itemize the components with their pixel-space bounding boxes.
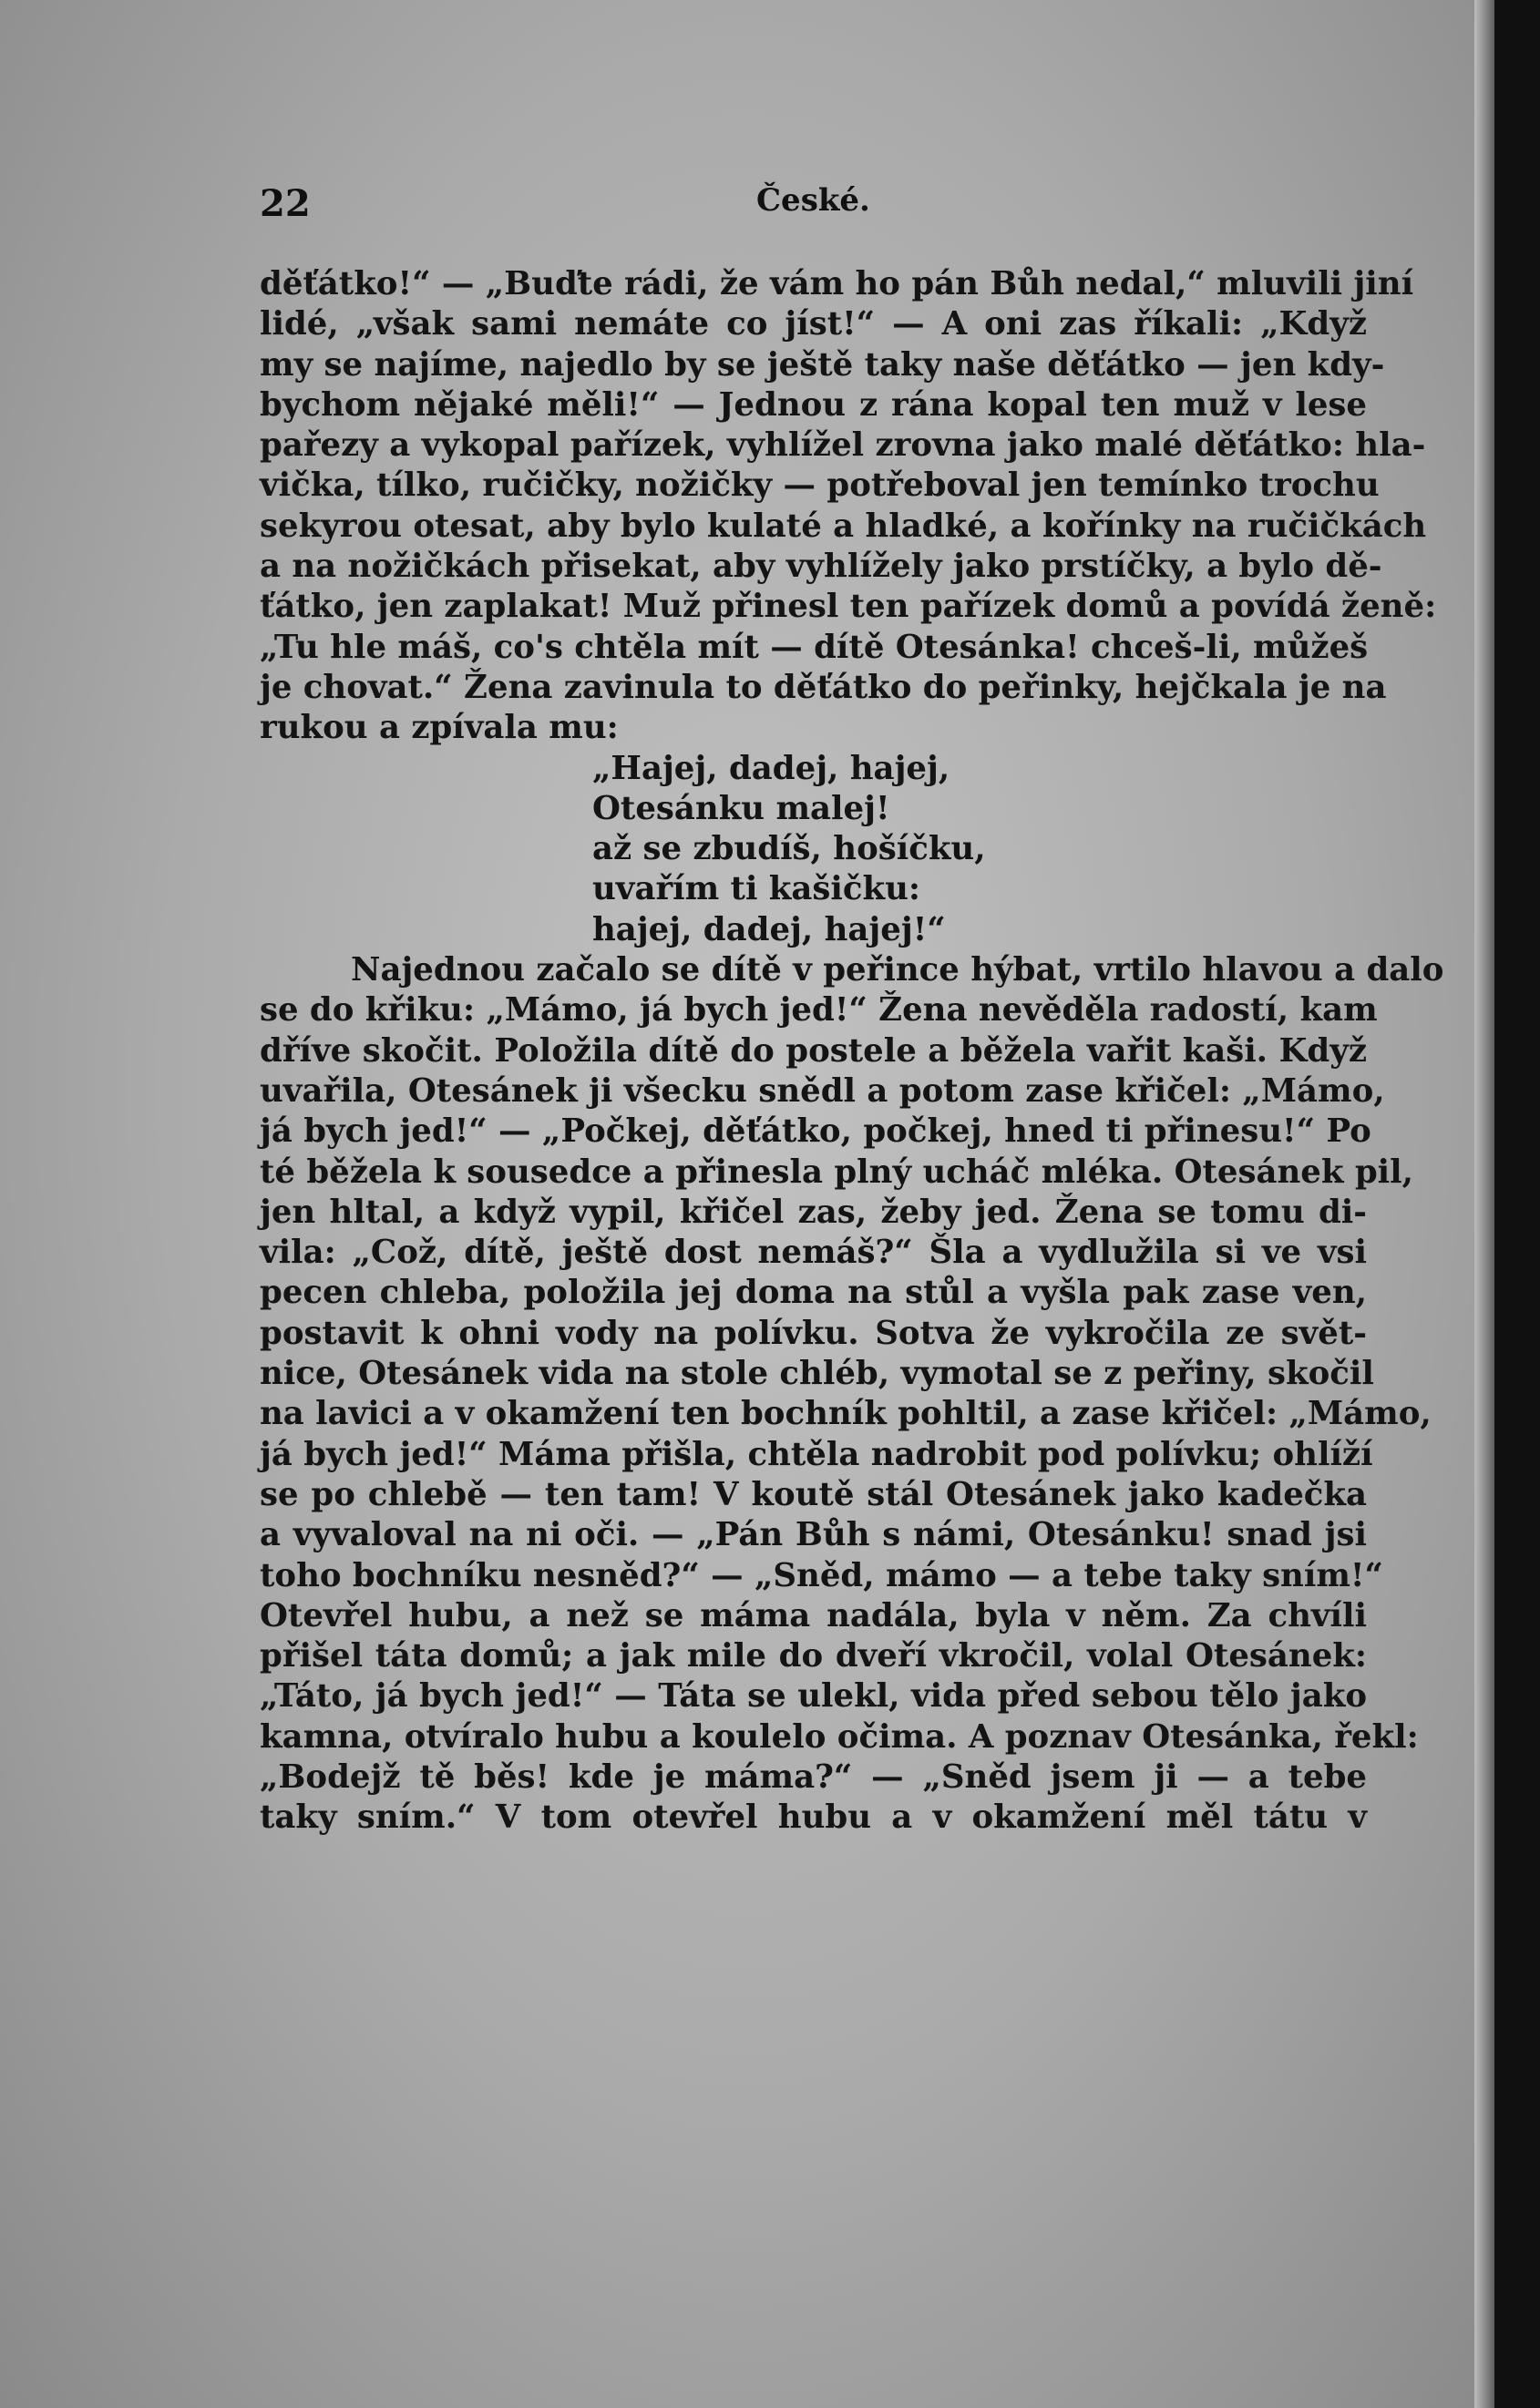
text-line: vila: „Což, dítě, ještě dost nemáš?“ Šla a vydlužila si ve vsi: [260, 1234, 1367, 1272]
text-line: děťátko!“ — „Buďte rádi, že vám ho pán Bůh nedal,“ mluvili jiní: [260, 265, 1414, 302]
verse-line: uvařím ti kašičku:: [592, 870, 920, 908]
paragraph-opening: [260, 264, 1437, 749]
text-line: „Tu hle máš, co's chtěla mít — dítě Otesánka! chceš-li, můžeš: [260, 628, 1369, 666]
text-line: jen hltal, a když vypil, křičel zas, žeby jed. Žena se tomu di-: [260, 1193, 1367, 1231]
text-line: Najednou začalo se dítě v peřince hýbat, vrtilo hlavou a dalo: [351, 951, 1444, 989]
text-line: dříve skočit. Položila dítě do postele a běžela vařit kaši. Když: [260, 1031, 1367, 1070]
verse-line: až se zbudíš, hošíčku,: [592, 830, 986, 868]
text-line: nice, Otesánek vida na stole chléb, vymotal se z peřiny, skočil: [260, 1355, 1374, 1393]
text-line: rukou a zpívala mu:: [260, 709, 619, 747]
text-line: je chovat.“ Žena zavinula to děťátko do peřinky, hejčkala je na: [260, 668, 1387, 706]
verse-line: „Hajej, dadej, hajej,: [592, 749, 950, 787]
text-line: pařezy a vykopal pařízek, vyhlížel zrovna jako malé děťátko: hla-: [260, 426, 1426, 465]
text-line: a vyvaloval na ni oči. — „Pán Bůh s námi, Otesánku! snad jsi: [260, 1516, 1367, 1554]
text-line: se po chlebě — ten tam! V koutě stál Otesánek jako kadečka: [260, 1475, 1367, 1513]
lullaby-verse: [260, 749, 1367, 950]
text-line: pecen chleba, položila jej doma na stůl a vyšla pak zase ven,: [260, 1274, 1367, 1312]
text-line: uvařila, Otesánek ji všecku snědl a potom zase křičel: „Mámo,: [260, 1071, 1385, 1110]
page-body: [260, 264, 1444, 1839]
text-line: ťátko, jen zaplakat! Muž přinesl ten pařízek domů a povídá ženě:: [260, 588, 1437, 626]
verse-line: hajej, dadej, hajej!“: [592, 910, 946, 948]
running-title: České.: [756, 182, 870, 219]
text-line: „Bodejž tě běs! kde je máma?“ — „Sněd jsem ji — a tebe: [260, 1757, 1367, 1796]
text-line: sekyrou otesat, aby bylo kulaté a hladké, a kořínky na ručičkách: [260, 507, 1427, 545]
dark-margin: [1494, 0, 1540, 2408]
text-line: a na nožičkách přisekat, aby vyhlížely jako prstíčky, a bylo dě-: [260, 548, 1382, 586]
page-number: 22: [260, 182, 311, 225]
text-line: já bych jed!“ — „Počkej, děťátko, počkej, hned ti přinesu!“ Po: [260, 1112, 1371, 1151]
text-line: na lavici a v okamžení ten bochník pohltil, a zase křičel: „Mámo,: [260, 1395, 1432, 1433]
text-line: lidé, „však sami nemáte co jíst!“ — A oni zas říkali: „Když: [260, 305, 1367, 343]
text-line: bychom nějaké měli!“ — Jednou z rána kopal ten muž v lese: [260, 385, 1367, 424]
text-line: kamna, otvíralo hubu a koulelo očima. A poznav Otesánka, řekl:: [260, 1717, 1419, 1756]
running-head: [0, 182, 1487, 237]
text-line: přišel táta domů; a jak mile do dveří vkročil, volal Otesánek:: [260, 1637, 1367, 1675]
text-line: já bych jed!“ Máma přišla, chtěla nadrobit pod polívku; ohlíží: [260, 1435, 1373, 1473]
page-edge-shadow: [1474, 0, 1494, 2408]
text-line: toho bochníku nesněd?“ — „Sněd, mámo — a tebe taky sním!“: [260, 1556, 1383, 1594]
text-line: se do křiku: „Mámo, já bych jed!“ Žena nevěděla radostí, kam: [260, 991, 1378, 1030]
paragraph-main: [260, 950, 1444, 1839]
text-line: „Táto, já bych jed!“ — Táta se ulekl, vida před sebou tělo jako: [260, 1677, 1367, 1716]
text-line: postavit k ohni vody na polívku. Sotva že vykročila ze svět-: [260, 1314, 1367, 1352]
text-line: Otevřel hubu, a než se máma nadála, byla v něm. Za chvíli: [260, 1596, 1367, 1634]
text-line: my se najíme, najedlo by se ještě taky naše děťátko — jen kdy-: [260, 345, 1385, 384]
verse-line: Otesánku malej!: [592, 789, 890, 827]
text-line: té běžela k sousedce a přinesla plný ucháč mléka. Otesánek pil,: [260, 1153, 1414, 1191]
text-line: vička, tílko, ručičky, nožičky — potřeboval jen temínko trochu: [260, 466, 1380, 505]
text-line: taky sním.“ V tom otevřel hubu a v okamžení měl tátu v: [260, 1798, 1367, 1837]
